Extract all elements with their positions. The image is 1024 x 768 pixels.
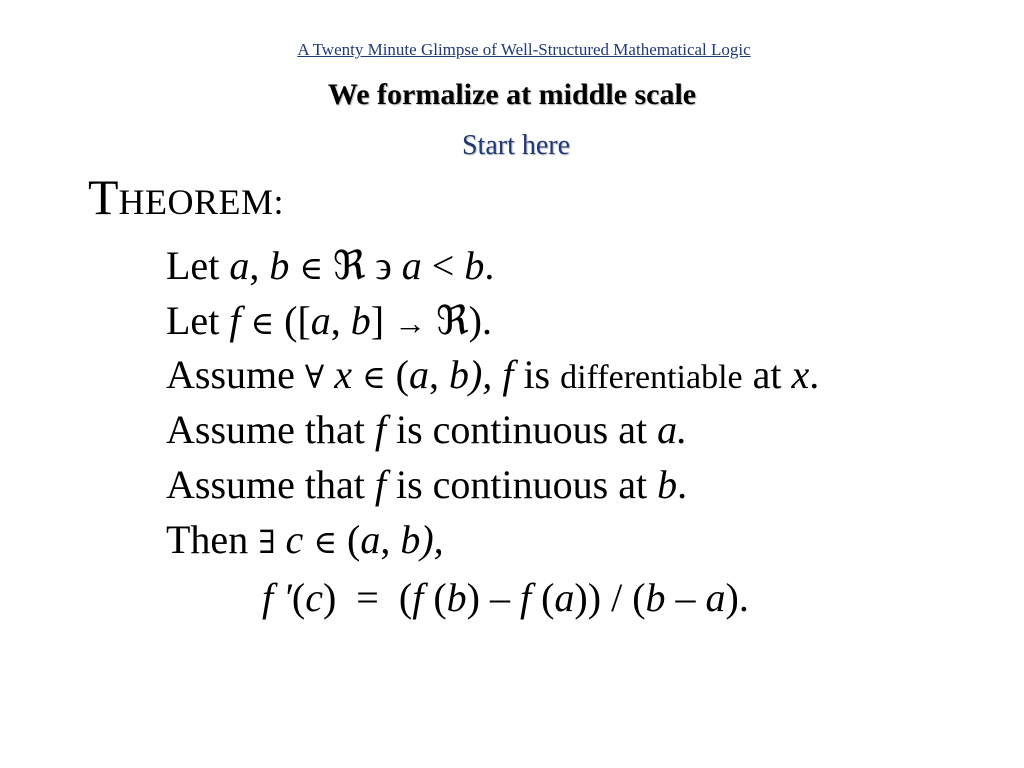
comma: ,: [380, 517, 391, 562]
comma: ,: [249, 243, 260, 288]
minus-symbol: –: [489, 575, 510, 620]
var-c: c: [285, 517, 304, 562]
var-a: a: [310, 298, 331, 343]
f-prime: f ′: [262, 575, 292, 620]
for-all-symbol: ∀: [304, 359, 325, 395]
element-of-symbol: ∈: [299, 250, 323, 286]
continuous-at-words: is continuous at: [396, 407, 648, 452]
var-b: b: [269, 243, 290, 288]
continuous-at-words: is continuous at: [396, 462, 648, 507]
equals-symbol: =: [356, 575, 379, 620]
var-b: b: [448, 352, 469, 397]
var-b: b: [446, 575, 467, 620]
period: .: [484, 243, 495, 288]
presentation-title-link[interactable]: A Twenty Minute Glimpse of Well-Structured Mathematical Logic: [297, 40, 751, 59]
var-a: a: [408, 352, 429, 397]
var-x: x: [334, 352, 352, 397]
mean-value-formula: [262, 575, 749, 620]
close-paren: ),: [468, 352, 493, 397]
theorem-line-2: [166, 298, 492, 343]
less-than-symbol: <: [431, 243, 455, 288]
open-bracket: ([: [284, 298, 311, 343]
element-of-symbol: ∈: [361, 359, 386, 395]
element-of-symbol: ∈: [250, 305, 275, 341]
such-that-symbol: ϶: [375, 243, 392, 288]
theorem-line-6: [166, 517, 444, 562]
period: .: [677, 462, 688, 507]
open-paren: (: [433, 575, 447, 620]
exists-symbol: ∃: [258, 524, 276, 560]
theorem-heading-rest: HEOREM:: [118, 182, 285, 222]
close-paren: ).: [725, 575, 749, 620]
at-word: at: [752, 352, 782, 397]
comma: ,: [428, 352, 439, 397]
is-word: is: [523, 352, 551, 397]
arrow-symbol: →: [394, 305, 427, 341]
theorem-line-3: [166, 352, 820, 397]
period: .: [677, 407, 688, 452]
element-of-symbol: ∈: [313, 524, 337, 560]
minus-symbol: –: [675, 575, 696, 620]
reals-symbol: ℜ: [333, 243, 366, 288]
var-b: b: [350, 298, 371, 343]
var-f: f: [374, 407, 386, 452]
theorem-line-5: [166, 462, 688, 507]
comma: ,: [330, 298, 341, 343]
var-f: f: [519, 575, 532, 620]
theorem-heading: [88, 169, 285, 225]
theorem-heading-initial: T: [88, 169, 119, 225]
slide-subtitle: We formalize at middle scale: [327, 78, 697, 111]
var-x: x: [791, 352, 810, 397]
var-a: a: [657, 407, 678, 452]
var-b: b: [645, 575, 666, 620]
close-paren: ).: [468, 298, 492, 343]
var-b: b: [464, 243, 485, 288]
close-paren: )): [574, 575, 602, 620]
var-a: a: [360, 517, 381, 562]
var-f: f: [412, 575, 424, 620]
open-paren: (: [347, 517, 361, 562]
open-paren: (: [398, 575, 413, 620]
assume-word: Assume: [166, 352, 295, 397]
let-word: Let: [166, 243, 220, 288]
close-paren: ): [322, 575, 337, 620]
var-b: b: [657, 462, 678, 507]
var-f: f: [374, 462, 386, 507]
close-paren: ): [466, 575, 480, 620]
var-a: a: [401, 243, 422, 288]
var-f: f: [229, 298, 241, 343]
let-word: Let: [166, 298, 220, 343]
assume-that-words: Assume that: [166, 462, 365, 507]
reals-symbol: ℜ: [436, 298, 469, 343]
assume-that-words: Assume that: [166, 407, 365, 452]
period: .: [809, 352, 820, 397]
open-paren: (: [632, 575, 646, 620]
var-c: c: [305, 575, 323, 620]
differentiable-word: differentiable: [560, 359, 743, 396]
theorem-line-1: [166, 243, 495, 288]
var-a: a: [705, 575, 726, 620]
close-paren: ),: [420, 517, 444, 562]
open-paren: (: [541, 575, 555, 620]
open-paren: (: [395, 352, 409, 397]
var-f: f: [502, 352, 514, 397]
close-bracket: ]: [370, 298, 385, 343]
division-slash: /: [611, 575, 623, 620]
var-a: a: [229, 243, 250, 288]
then-word: Then: [166, 517, 249, 562]
open-paren: (: [291, 575, 306, 620]
theorem-line-4: [166, 407, 688, 452]
var-a: a: [554, 575, 575, 620]
var-b: b: [400, 517, 421, 562]
start-here-link[interactable]: Start here: [461, 130, 571, 161]
